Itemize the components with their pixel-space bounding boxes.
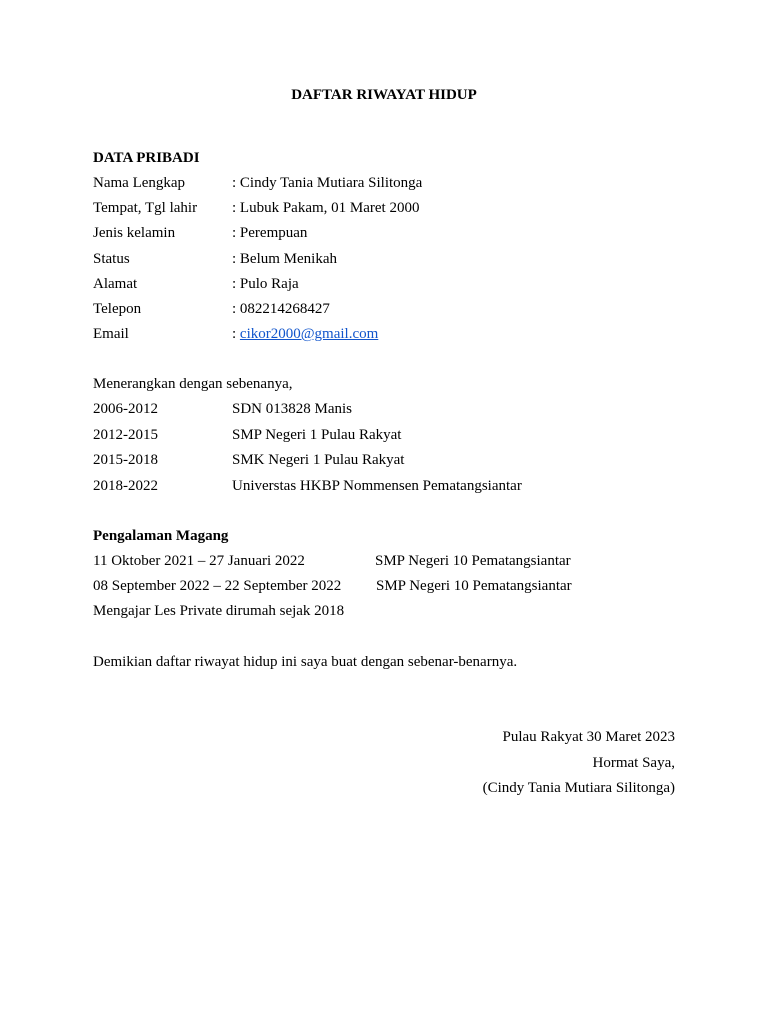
personal-data-heading: DATA PRIBADI [93,150,200,166]
internship-period: 11 Oktober 2021 – 27 Januari 2022 [93,553,305,569]
education-school: Universtas HKBP Nommensen Pematangsiantar [232,478,522,494]
education-intro: Menerangkan dengan sebenanya, [93,376,293,392]
personal-value: : Pulo Raja [232,276,299,292]
personal-value [232,326,378,343]
personal-value: : Cindy Tania Mutiara Silitonga [232,175,423,191]
personal-value: : Lubuk Pakam, 01 Maret 2000 [232,200,420,216]
personal-label: Status [93,251,130,267]
education-school: SMK Negeri 1 Pulau Rakyat [232,452,405,468]
education-years: 2015-2018 [93,452,158,468]
document-title: DAFTAR RIWAYAT HIDUP [291,87,477,103]
personal-label: Jenis kelamin [93,225,176,241]
signature-greeting: Hormat Saya, [592,755,675,771]
personal-label: Nama Lengkap [93,175,186,191]
personal-label: Email [93,326,129,342]
education-school: SMP Negeri 1 Pulau Rakyat [232,427,402,443]
internship-place: SMP Negeri 10 Pematangsiantar [375,553,571,569]
internship-period: 08 September 2022 – 22 September 2022 [93,578,342,594]
internship-place: SMP Negeri 10 Pematangsiantar [376,578,572,594]
personal-label: Tempat, Tgl lahir [93,200,198,216]
email-link[interactable]: cikor2000@gmail.com [239,326,379,342]
education-years: 2018-2022 [93,478,158,494]
internship-extra: Mengajar Les Private dirumah sejak 2018 [93,603,345,619]
email-prefix: : [232,326,240,342]
personal-value: : 082214268427 [232,301,330,317]
internship-heading: Pengalaman Magang [93,528,229,544]
personal-label: Telepon [93,301,142,317]
closing-statement: Demikian daftar riwayat hidup ini saya buat dengan sebenar-benarnya. [93,654,518,670]
education-years: 2012-2015 [93,427,158,443]
education-school: SDN 013828 Manis [232,401,353,417]
signature-place-date: Pulau Rakyat 30 Maret 2023 [502,729,675,745]
personal-value: : Belum Menikah [232,251,337,267]
education-years: 2006-2012 [93,401,158,417]
personal-value: : Perempuan [232,225,308,241]
signature-name: (Cindy Tania Mutiara Silitonga) [482,780,675,796]
personal-label: Alamat [93,276,138,292]
